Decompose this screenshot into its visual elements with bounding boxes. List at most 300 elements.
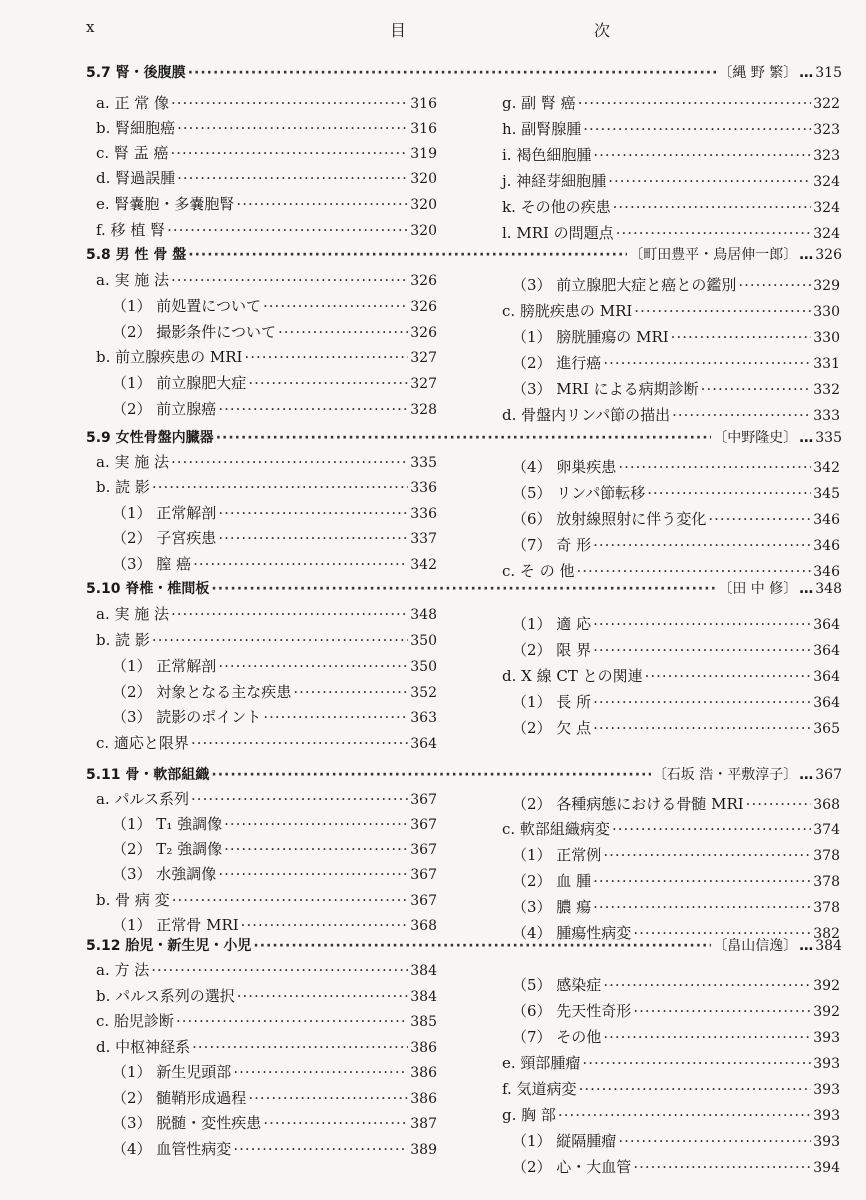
section-heading	[86, 244, 842, 266]
toc-entry	[96, 167, 437, 190]
page-number-ref: 324	[813, 174, 840, 190]
dot-leader	[248, 1087, 408, 1109]
dot-leader	[293, 681, 408, 703]
toc-entry-label: （1） 正常解剖	[112, 657, 217, 675]
toc-entry-label: d. X 線 CT との関連	[502, 667, 643, 685]
dot-leader	[738, 274, 811, 296]
toc-entry-label: （7） 奇 形	[512, 536, 592, 554]
toc-entry-label: a. 実 施 法	[96, 271, 170, 289]
dot-leader	[218, 655, 408, 677]
toc-entry-label: （3） MRI による病期診断	[512, 380, 699, 398]
toc-entry	[112, 1061, 437, 1084]
toc-entry-label: g. 副 腎 癌	[502, 94, 576, 112]
page-number-ref: 345	[813, 486, 840, 502]
dot-leader	[245, 346, 409, 368]
page-number-ref: 364	[813, 617, 840, 633]
page-number-ref: 332	[813, 382, 840, 398]
page-number-ref: 367	[410, 893, 437, 909]
toc-entry	[512, 793, 840, 816]
toc-entry	[96, 219, 437, 242]
page-number-ref: 319	[410, 146, 437, 162]
page-number-ref: 364	[410, 736, 437, 752]
toc-entry	[96, 142, 437, 165]
toc-entry	[512, 1130, 840, 1153]
dot-leader	[613, 196, 812, 218]
toc-entry-label: b. 腎細胞癌	[96, 119, 176, 137]
dot-leader	[192, 1036, 408, 1058]
dot-leader	[233, 1138, 408, 1160]
toc-entry-label: （4） 血管性病変	[112, 1140, 232, 1158]
dot-leader	[248, 372, 408, 394]
page-number-ref: 384	[410, 989, 437, 1005]
toc-entry-label: e. 腎嚢胞・多嚢胞腎	[96, 195, 235, 213]
dot-leader	[218, 527, 408, 549]
section-heading	[86, 62, 842, 84]
page-number-ref: 330	[813, 304, 840, 320]
dot-leader	[671, 326, 812, 348]
toc-entry-label: f. 移 植 腎	[96, 221, 166, 239]
toc-entry	[112, 527, 437, 550]
page-number-ref: 393	[813, 1134, 840, 1150]
page-number-ref: 316	[410, 96, 437, 112]
toc-entry	[512, 534, 840, 557]
dot-leader	[618, 1130, 811, 1152]
author-leader: …	[799, 430, 814, 446]
toc-entry-label: c. 腎 盂 癌	[96, 144, 169, 162]
toc-entry	[512, 717, 840, 740]
toc-entry-label: （2） 欠 点	[512, 719, 592, 737]
page-number-ref: 322	[813, 96, 840, 112]
page-number-ref: 346	[813, 538, 840, 554]
dot-leader	[746, 793, 812, 815]
dot-leader	[152, 476, 408, 498]
dot-leader	[593, 144, 811, 166]
toc-entry	[502, 92, 840, 115]
toc-entry	[96, 788, 437, 811]
toc-entry-label: 5.7 腎・後腹膜	[86, 65, 186, 81]
toc-entry-label: （1） 膀胱腫瘍の MRI	[512, 328, 669, 346]
toc-entry	[512, 691, 840, 714]
page-number-ref: 392	[813, 978, 840, 994]
dot-leader	[191, 732, 408, 754]
toc-entry-label: （6） 放射線照射に伴う変化	[512, 510, 707, 528]
page-number-ref: 367	[410, 792, 437, 808]
toc-entry	[96, 985, 437, 1008]
dot-leader	[233, 1061, 408, 1083]
toc-entry	[96, 732, 437, 755]
page-number-ref: 384	[815, 938, 842, 954]
page-number-ref: 320	[410, 171, 437, 187]
dot-leader	[708, 508, 811, 530]
toc-entry-label: （6） 先天性奇形	[512, 1002, 632, 1020]
page-number-ref: 365	[813, 721, 840, 737]
dot-leader	[593, 613, 811, 635]
toc-entry-label: （1） 長 所	[512, 693, 592, 711]
toc-entry	[512, 639, 840, 662]
dot-leader	[236, 193, 408, 215]
page-number-ref: 323	[813, 148, 840, 164]
dot-leader	[583, 118, 811, 140]
page-number-ref: 324	[813, 200, 840, 216]
page-title: 目 次	[390, 21, 697, 40]
toc-entry-label: a. パルス系列	[96, 790, 190, 808]
page-number-ref: 333	[813, 408, 840, 424]
author-leader: …	[799, 767, 814, 783]
toc-entry	[512, 352, 840, 375]
toc-entry	[512, 613, 840, 636]
page-number-ref: 335	[815, 430, 842, 446]
dot-leader	[593, 639, 811, 661]
toc-entry	[502, 1052, 840, 1075]
toc-entry-label: （3） 膿 瘍	[512, 898, 592, 916]
page-number-ref: 386	[410, 1091, 437, 1107]
dot-leader	[224, 838, 408, 860]
section-heading	[86, 427, 842, 449]
dot-leader	[618, 456, 811, 478]
page-number-ref: 378	[813, 848, 840, 864]
toc-entry-label: （2） 子宮疾患	[112, 529, 217, 547]
dot-leader	[612, 818, 811, 840]
toc-entry	[512, 508, 840, 531]
page-number-ref: 348	[815, 581, 842, 597]
dot-leader	[171, 269, 408, 291]
section-author: 〔石坂 浩・平敷淳子〕	[652, 767, 798, 783]
page-number-ref: 363	[410, 710, 437, 726]
toc-entry	[512, 456, 840, 479]
toc-entry-label: c. そ の 他	[502, 562, 575, 580]
toc-entry	[112, 1112, 437, 1135]
toc-entry-label: e. 頸部腫瘤	[502, 1054, 581, 1072]
page-number-ref: 330	[813, 330, 840, 346]
toc-entry	[96, 193, 437, 216]
toc-entry	[502, 118, 840, 141]
toc-entry-label: （2） 進行癌	[512, 354, 602, 372]
dot-leader	[603, 352, 811, 374]
page-number-ref: 320	[410, 223, 437, 239]
page-number-ref: 326	[410, 273, 437, 289]
toc-entry	[112, 372, 437, 395]
page-number: x	[86, 18, 95, 36]
toc-entry	[512, 896, 840, 919]
toc-entry	[502, 404, 840, 427]
toc-entry	[112, 502, 437, 525]
dot-leader	[593, 691, 811, 713]
page-number-ref: 368	[813, 797, 840, 813]
toc-entry-label: （1） 適 応	[512, 615, 592, 633]
toc-entry	[96, 269, 437, 292]
dot-leader	[211, 764, 650, 786]
dot-leader	[151, 959, 408, 981]
toc-entry	[96, 451, 437, 474]
toc-entry	[512, 1026, 840, 1049]
toc-entry	[96, 1036, 437, 1059]
page-number-ref: 342	[410, 557, 437, 573]
page-number-ref: 367	[410, 867, 437, 883]
toc-entry	[96, 1010, 437, 1033]
dot-leader	[593, 870, 811, 892]
dot-leader	[634, 300, 811, 322]
toc-entry	[112, 914, 437, 937]
toc-entry-label: （5） リンパ節転移	[512, 484, 646, 502]
toc-entry	[112, 321, 437, 344]
page-number-ref: 346	[813, 512, 840, 528]
toc-entry-label: （1） 縦隔腫瘤	[512, 1132, 617, 1150]
toc-entry-label: f. 気道病変	[502, 1080, 577, 1098]
toc-entry	[512, 482, 840, 505]
toc-entry	[96, 346, 437, 369]
author-leader: …	[799, 938, 814, 954]
page-number-ref: 393	[813, 1056, 840, 1072]
toc-entry	[112, 1087, 437, 1110]
dot-leader	[193, 553, 408, 575]
dot-leader	[579, 1078, 812, 1100]
toc-entry	[112, 863, 437, 886]
page-number-ref: 326	[410, 325, 437, 341]
page-number-ref: 327	[410, 376, 437, 392]
page-number-ref: 387	[410, 1116, 437, 1132]
page-number-ref: 367	[410, 842, 437, 858]
dot-leader	[171, 92, 408, 114]
toc-entry	[112, 655, 437, 678]
toc-entry-label: （1） 正常骨 MRI	[112, 916, 239, 934]
page-number-ref: 350	[410, 633, 437, 649]
toc-entry-label: k. その他の疾患	[502, 198, 611, 216]
toc-entry	[512, 326, 840, 349]
toc-entry-label: c. 膀胱疾患の MRI	[502, 302, 633, 320]
page-number-ref: 392	[813, 1004, 840, 1020]
dot-leader	[216, 427, 712, 449]
page-number-ref: 326	[410, 299, 437, 315]
page-number-ref: 367	[815, 767, 842, 783]
toc-entry-label: （3） 膣 癌	[112, 555, 192, 573]
dot-leader	[188, 244, 627, 266]
dot-leader	[672, 404, 811, 426]
toc-entry-label: a. 正 常 像	[96, 94, 170, 112]
dot-leader	[647, 482, 811, 504]
toc-entry	[112, 838, 437, 861]
toc-entry-label: a. 実 施 法	[96, 453, 170, 471]
toc-entry-label: （2） 血 腫	[512, 872, 592, 890]
toc-entry-label: （4） 腫瘍性病変	[512, 924, 632, 942]
toc-entry	[502, 1078, 840, 1101]
toc-entry-label: c. 軟部組織病変	[502, 820, 610, 838]
dot-leader	[218, 863, 408, 885]
page-number-ref: 374	[813, 822, 840, 838]
section-author: 〔畠山信逸〕	[713, 938, 798, 954]
toc-entry	[112, 681, 437, 704]
dot-leader	[171, 603, 408, 625]
toc-entry	[502, 665, 840, 688]
page-number-ref: 386	[410, 1065, 437, 1081]
author-leader: …	[799, 65, 814, 81]
toc-entry	[96, 476, 437, 499]
toc-entry-label: j. 神経芽細胞腫	[502, 172, 607, 190]
toc-entry	[512, 974, 840, 997]
dot-leader	[633, 1156, 811, 1178]
toc-entry-label: b. 骨 病 変	[96, 891, 170, 909]
dot-leader	[263, 706, 408, 728]
dot-leader	[152, 629, 408, 651]
dot-leader	[593, 717, 811, 739]
toc-entry-label: d. 中枢神経系	[96, 1038, 191, 1056]
toc-entry	[112, 553, 437, 576]
dot-leader	[633, 1000, 811, 1022]
page-number-ref: 393	[813, 1108, 840, 1124]
toc-entry	[502, 170, 840, 193]
dot-leader	[191, 788, 408, 810]
toc-entry	[112, 813, 437, 836]
toc-entry-label: b. 読 影	[96, 631, 150, 649]
section-author: 〔町田豊平・鳥居伸一郎〕	[629, 247, 798, 263]
toc-entry-label: （3） 前立腺肥大症と癌との鑑別	[512, 276, 737, 294]
toc-entry	[512, 378, 840, 401]
toc-entry-label: （3） 読影のポイント	[112, 708, 262, 726]
page-number-ref: 394	[813, 1160, 840, 1176]
toc-entry-label: （1） 新生児頭部	[112, 1063, 232, 1081]
toc-entry	[502, 222, 840, 245]
section-author: 〔中野隆史〕	[713, 430, 798, 446]
toc-entry-label: c. 適応と限界	[96, 734, 189, 752]
page-number-ref: 385	[410, 1014, 437, 1030]
toc-entry-label: （7） その他	[512, 1028, 602, 1046]
page-number-ref: 315	[815, 65, 842, 81]
page-number-ref: 328	[410, 402, 437, 418]
page-number-ref: 331	[813, 356, 840, 372]
toc-entry	[502, 144, 840, 167]
dot-leader	[237, 985, 409, 1007]
toc-entry	[112, 706, 437, 729]
toc-entry-label: b. パルス系列の選択	[96, 987, 235, 1005]
toc-entry-label: （1） 前立腺肥大症	[112, 374, 247, 392]
dot-leader	[582, 1052, 811, 1074]
toc-entry-label: a. 方 法	[96, 961, 150, 979]
toc-entry	[512, 870, 840, 893]
dot-leader	[603, 974, 811, 996]
dot-leader	[176, 1010, 408, 1032]
page-number-ref: 327	[410, 350, 437, 366]
dot-leader	[576, 560, 811, 582]
toc-entry-label: h. 副腎腺腫	[502, 120, 582, 138]
page-number-ref: 367	[410, 817, 437, 833]
page-number-ref: 350	[410, 659, 437, 675]
toc-entry-label: （5） 感染症	[512, 976, 602, 994]
page-number-ref: 393	[813, 1030, 840, 1046]
page-number-ref: 346	[813, 564, 840, 580]
toc-entry	[112, 398, 437, 421]
dot-leader	[633, 922, 811, 944]
toc-entry-label: b. 読 影	[96, 478, 150, 496]
dot-leader	[701, 378, 812, 400]
toc-entry-label: l. MRI の問題点	[502, 224, 614, 242]
toc-entry	[502, 196, 840, 219]
toc-entry	[512, 844, 840, 867]
dot-leader	[167, 219, 408, 241]
dot-leader	[278, 321, 408, 343]
toc-entry-label: （1） 前処置について	[112, 297, 262, 315]
dot-leader	[263, 295, 408, 317]
dot-leader	[177, 167, 408, 189]
toc-entry-label: b. 前立腺疾患の MRI	[96, 348, 243, 366]
page-number-ref: 382	[813, 926, 840, 942]
toc-entry-label: （2） 髄鞘形成過程	[112, 1089, 247, 1107]
page-number-ref: 335	[410, 455, 437, 471]
dot-leader	[177, 117, 408, 139]
dot-leader	[218, 502, 408, 524]
page-number-ref: 378	[813, 874, 840, 890]
toc-entry	[512, 1000, 840, 1023]
toc-entry	[96, 889, 437, 912]
toc-entry-label: d. 腎過誤腫	[96, 169, 176, 187]
toc-entry	[96, 92, 437, 115]
dot-leader	[171, 451, 408, 473]
page-number-ref: 386	[410, 1040, 437, 1056]
toc-entry-label: c. 胎児診断	[96, 1012, 174, 1030]
page-number-ref: 364	[813, 643, 840, 659]
toc-entry-label: （1） 正常解剖	[112, 504, 217, 522]
page-number-ref: 378	[813, 900, 840, 916]
toc-entry	[502, 300, 840, 323]
page-number-ref: 389	[410, 1142, 437, 1158]
dot-leader	[241, 914, 409, 936]
page-number-ref: 384	[410, 963, 437, 979]
toc-entry	[112, 1138, 437, 1161]
page-number-ref: 393	[813, 1082, 840, 1098]
toc-entry	[112, 295, 437, 318]
page-number-ref: 336	[410, 480, 437, 496]
page-number-ref: 324	[813, 226, 840, 242]
toc-entry	[502, 1104, 840, 1127]
page-number-ref: 342	[813, 460, 840, 476]
page-number-ref: 337	[410, 531, 437, 547]
toc-entry-label: a. 実 施 法	[96, 605, 170, 623]
dot-leader	[608, 170, 811, 192]
page-number-ref: 316	[410, 121, 437, 137]
section-author: 〔田 中 修〕	[718, 581, 798, 597]
toc-entry-label: （1） T₁ 強調像	[112, 815, 223, 833]
page-number-ref: 329	[813, 278, 840, 294]
toc-entry-label: 5.8 男 性 骨 盤	[86, 247, 187, 263]
toc-entry-label: （3） 水強調像	[112, 865, 217, 883]
dot-leader	[645, 665, 812, 687]
toc-entry-label: i. 褐色細胞腫	[502, 146, 592, 164]
toc-entry-label: （2） 心・大血管	[512, 1158, 632, 1176]
toc-entry-label: （2） 各種病態における骨髄 MRI	[512, 795, 744, 813]
dot-leader	[188, 62, 717, 84]
toc-entry	[502, 560, 840, 583]
toc-entry-label: 5.12 胎児・新生児・小児	[86, 938, 252, 954]
dot-leader	[593, 896, 811, 918]
toc-entry-label: 5.11 骨・軟部組織	[86, 767, 210, 783]
dot-leader	[558, 1104, 811, 1126]
toc-entry	[512, 274, 840, 297]
section-heading	[86, 764, 842, 786]
toc-entry-label: g. 胸 部	[502, 1106, 556, 1124]
page-number-ref: 336	[410, 506, 437, 522]
toc-entry-label: 5.9 女性骨盤内臓器	[86, 430, 214, 446]
page-number-ref: 368	[410, 918, 437, 934]
toc-entry-label: （3） 脱髄・変性疾患	[112, 1114, 262, 1132]
toc-entry	[96, 603, 437, 626]
toc-entry-label: （2） 限 界	[512, 641, 592, 659]
dot-leader	[603, 1026, 811, 1048]
toc-entry	[512, 1156, 840, 1179]
toc-entry	[96, 959, 437, 982]
toc-entry	[502, 818, 840, 841]
dot-leader	[616, 222, 812, 244]
dot-leader	[170, 142, 408, 164]
toc-entry-label: （2） 撮影条件について	[112, 323, 277, 341]
page-number-ref: 326	[815, 247, 842, 263]
